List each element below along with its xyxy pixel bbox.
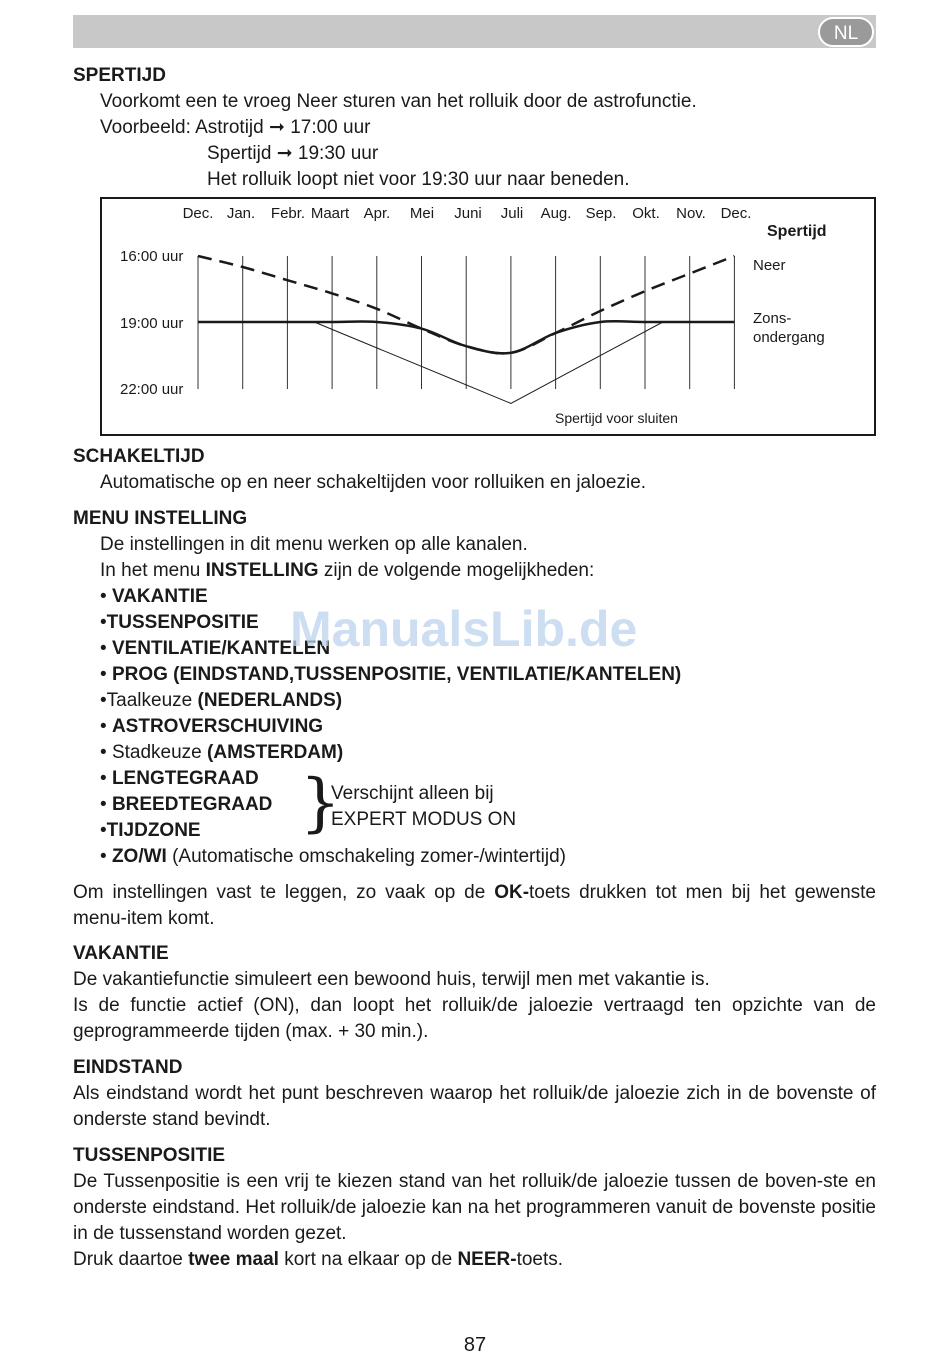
legend-title: Spertijd xyxy=(767,223,827,240)
brace-icon: } xyxy=(300,766,341,840)
month-label: Febr. xyxy=(270,205,306,222)
menu-item-bold-text: ASTROVERSCHUIVING xyxy=(111,716,324,737)
month-label: Aug. xyxy=(540,205,572,222)
arrow-icon: ➞ xyxy=(269,117,285,138)
tussenpositie-heading: TUSSENPOSITIE xyxy=(73,1145,226,1166)
ok-instruction-paragraph xyxy=(73,880,876,932)
menu-item-bold-text: ZO/WI xyxy=(111,846,167,867)
bullet: • xyxy=(100,846,112,867)
bullet: • xyxy=(100,820,107,841)
schakeltijd-heading: SCHAKELTIJD xyxy=(73,446,205,467)
month-label: Dec. xyxy=(182,205,214,222)
watermark: ManualsLib.de xyxy=(290,601,638,657)
bullet: • xyxy=(100,638,112,659)
example-sper-label: Spertijd xyxy=(207,143,272,164)
example-note: Het rolluik loopt niet voor 19:30 uur naar beneden. xyxy=(207,169,630,190)
arrow-icon: ➞ xyxy=(276,143,293,164)
menu-item xyxy=(100,584,208,610)
tp-mid: kort na elkaar op de xyxy=(278,1249,458,1270)
spertijd-chart xyxy=(100,197,876,436)
bullet: • xyxy=(100,768,112,789)
schakeltijd-description: Automatische op en neer schakeltijden voor rolluiken en jaloezie. xyxy=(100,472,647,493)
legend-zonsondergang: Zons- xyxy=(753,310,792,327)
legend-zonsondergang: ondergang xyxy=(753,329,825,346)
month-label: Maart xyxy=(310,205,350,222)
example-spertijd-line xyxy=(207,141,378,167)
vakantie-line1: De vakantiefunctie simuleert een bewoond huis, terwijl men met vakantie is. xyxy=(73,969,710,990)
spertijd-heading: SPERTIJD xyxy=(73,65,166,86)
menu-item-bold-text: LENGTEGRAAD xyxy=(111,768,259,789)
y-tick-label: 19:00 uur xyxy=(120,315,184,332)
bullet: • xyxy=(100,612,107,633)
y-tick-label: 16:00 uur xyxy=(120,248,184,265)
month-label: Sep. xyxy=(585,205,617,222)
menu-line2-pre: In het menu xyxy=(100,560,206,581)
tp-pre: Druk daartoe xyxy=(73,1249,189,1270)
menu-line2-bold: INSTELLING xyxy=(205,560,319,581)
bullet: • xyxy=(100,586,112,607)
month-label: Juni xyxy=(454,205,482,222)
tp-twee-maal: twee maal xyxy=(188,1249,279,1270)
example-astro-time: 17:00 uur xyxy=(290,117,371,138)
ok-pre: Om instellingen vast te leggen, zo vaak op de xyxy=(73,882,495,903)
bullet: • xyxy=(100,742,112,763)
menu-line2 xyxy=(100,558,594,584)
bullet: • xyxy=(100,664,112,685)
spertijd-description: Voorkomt een te vroeg Neer sturen van het rolluik door de astrofunctie. xyxy=(100,91,697,112)
example-label: Voorbeeld: Astrotijd xyxy=(100,117,264,138)
language-badge: NL xyxy=(818,17,874,47)
menu-item-normal-text: Stadkeuze xyxy=(111,742,208,763)
menu-item xyxy=(100,688,342,714)
tp-neer-key: NEER- xyxy=(457,1249,517,1270)
menu-item-normal-text: (Automatische omschakeling zomer-/wintertijd) xyxy=(166,846,566,867)
month-label: Apr. xyxy=(363,205,391,222)
menu-line1: De instellingen in dit menu werken op alle kanalen. xyxy=(100,534,528,555)
menu-item xyxy=(100,792,272,818)
month-label: Juli xyxy=(500,205,524,222)
legend-neer: Neer xyxy=(753,257,786,274)
vakantie-heading: VAKANTIE xyxy=(73,943,169,964)
tp-post: toets. xyxy=(516,1249,564,1270)
menu-line2-post: zijn de volgende mogelijkheden: xyxy=(318,560,595,581)
menu-item xyxy=(100,818,201,844)
bullet: • xyxy=(100,690,107,711)
vakantie-line2: Is de functie actief (ON), dan loopt het rolluik/de jaloezie vertraagd ten opzichte van de geprogrammeerde tijden (max. + 30 min.). xyxy=(73,995,876,1042)
eindstand-heading: EINDSTAND xyxy=(73,1057,183,1078)
ok-key: OK- xyxy=(494,882,530,903)
menu-item xyxy=(100,610,259,636)
month-label: Nov. xyxy=(676,205,706,222)
menu-item-bold-text: VENTILATIE/KANTELEN xyxy=(111,638,331,659)
bullet: • xyxy=(100,716,112,737)
menu-item xyxy=(100,662,681,688)
month-label: Mei xyxy=(409,205,435,222)
example-astrotijd-line xyxy=(100,115,371,141)
example-sper-time: 19:30 uur xyxy=(297,143,379,164)
menu-item-bold-text: BREEDTEGRAAD xyxy=(111,794,273,815)
month-label: Dec. xyxy=(720,205,752,222)
menu-item-bold-text: TIJDZONE xyxy=(106,820,201,841)
menu-item-bold-text: PROG (EINDSTAND,TUSSENPOSITIE, VENTILATIE/KANTELEN) xyxy=(111,664,682,685)
page-number: 87 xyxy=(463,1334,487,1356)
menu-instelling-heading: MENU INSTELLING xyxy=(73,508,248,529)
header-bar xyxy=(73,15,876,48)
month-label: Okt. xyxy=(632,205,660,222)
menu-item-bold-text: TUSSENPOSITIE xyxy=(106,612,259,633)
menu-item-bold-text: VAKANTIE xyxy=(111,586,208,607)
menu-item xyxy=(100,714,323,740)
month-label: Jan. xyxy=(226,205,256,222)
bullet: • xyxy=(100,794,112,815)
menu-item xyxy=(100,740,343,766)
brace-note-line2: EXPERT MODUS ON xyxy=(331,809,517,830)
brace-note-line1: Verschijnt alleen bij xyxy=(331,783,494,804)
menu-item-bold-text: (NEDERLANDS) xyxy=(197,690,343,711)
chart-svg xyxy=(102,199,874,434)
menu-item-bold-text: (AMSTERDAM) xyxy=(207,742,344,763)
menu-item-normal-text: Taalkeuze xyxy=(106,690,198,711)
annotation-spertijd-voor-sluiten: Spertijd voor sluiten xyxy=(555,410,678,426)
tussenpositie-instruction xyxy=(73,1247,563,1273)
tussenpositie-text: De Tussenpositie is een vrij te kiezen stand van het rolluik/de jaloezie tussen de boven-ste en onderste eindstand. Het rolluik/de jaloezie kan na het programmeren vanuit de bovenste positie in de tussenstand worden gezet. xyxy=(73,1171,876,1244)
menu-item xyxy=(100,766,259,792)
y-tick-label: 22:00 uur xyxy=(120,381,184,398)
ok-post: toets drukken tot men bij het gewenste menu-item komt. xyxy=(73,882,876,929)
series-line-spertijd-voor-sluiten xyxy=(314,322,663,403)
eindstand-text: Als eindstand wordt het punt beschreven waarop het rolluik/de jaloezie zich in de bovenste of onderste stand bevindt. xyxy=(73,1083,876,1130)
menu-item xyxy=(100,844,566,870)
